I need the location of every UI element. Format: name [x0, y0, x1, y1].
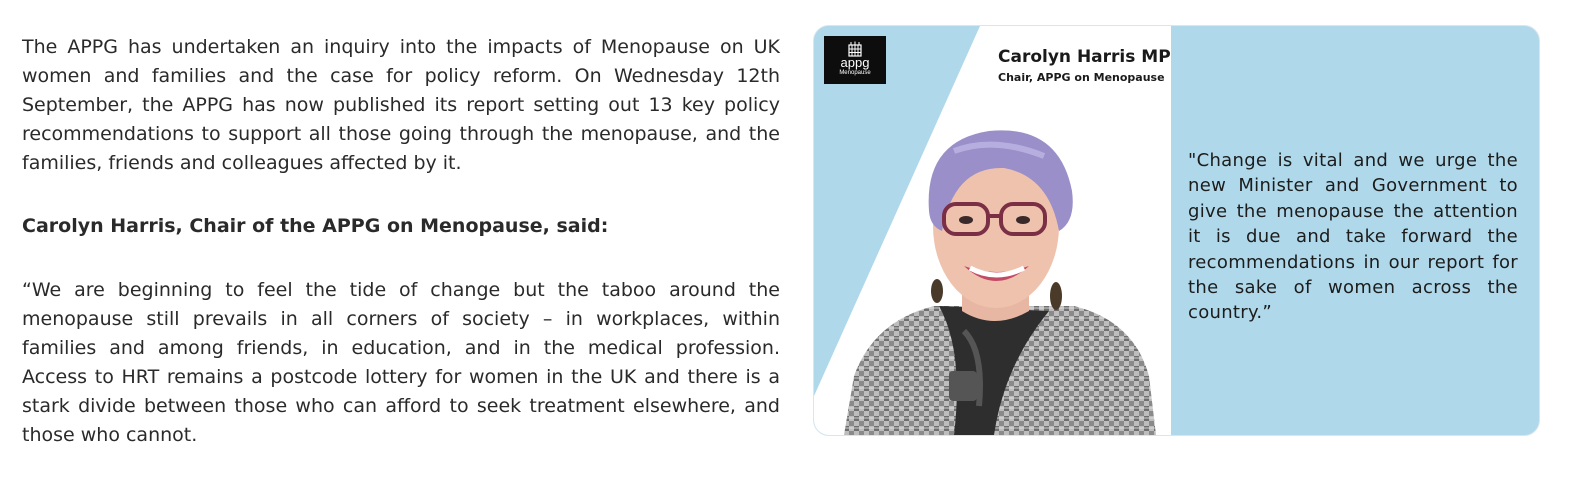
name-block	[998, 47, 1171, 84]
intro-paragraph: The APPG has undertaken an inquiry into the impacts of Menopause on UK women and families and the case for policy reform. On Wednesday 12th September, the APPG has now published its report setting out 13 key policy recommendations to support all those going through the menopause, and the families, friends and colleagues affected by it.	[22, 36, 780, 174]
photo-panel	[814, 26, 1171, 435]
article-body	[22, 33, 780, 450]
portrait-image	[844, 106, 1164, 435]
quote-card	[813, 25, 1540, 436]
appg-logo	[824, 36, 886, 84]
mp-name: Carolyn Harris MP	[998, 47, 1171, 67]
logo-text: appg	[840, 55, 870, 70]
quote-paragraph: “We are beginning to feel the tide of change but the taboo around the menopause still prevails in all corners of society – in workplaces, within families and among friends, in education, and in the medical profession. Access to HRT remains a postcode lottery for women in the UK and there is a stark divide between those who can afford to seek treatment elsewhere, and those who cannot.	[22, 279, 780, 446]
logo-subtext: Menopause	[839, 70, 871, 76]
card-quote: "Change is vital and we urge the new Minister and Government to give the menopause the attention it is due and take forward the recommendations in our report for the sake of women across the country.”	[1188, 150, 1518, 324]
quote-attribution: Carolyn Harris, Chair of the APPG on Menopause, said:	[22, 215, 609, 237]
mp-role: Chair, APPG on Menopause	[998, 71, 1165, 84]
